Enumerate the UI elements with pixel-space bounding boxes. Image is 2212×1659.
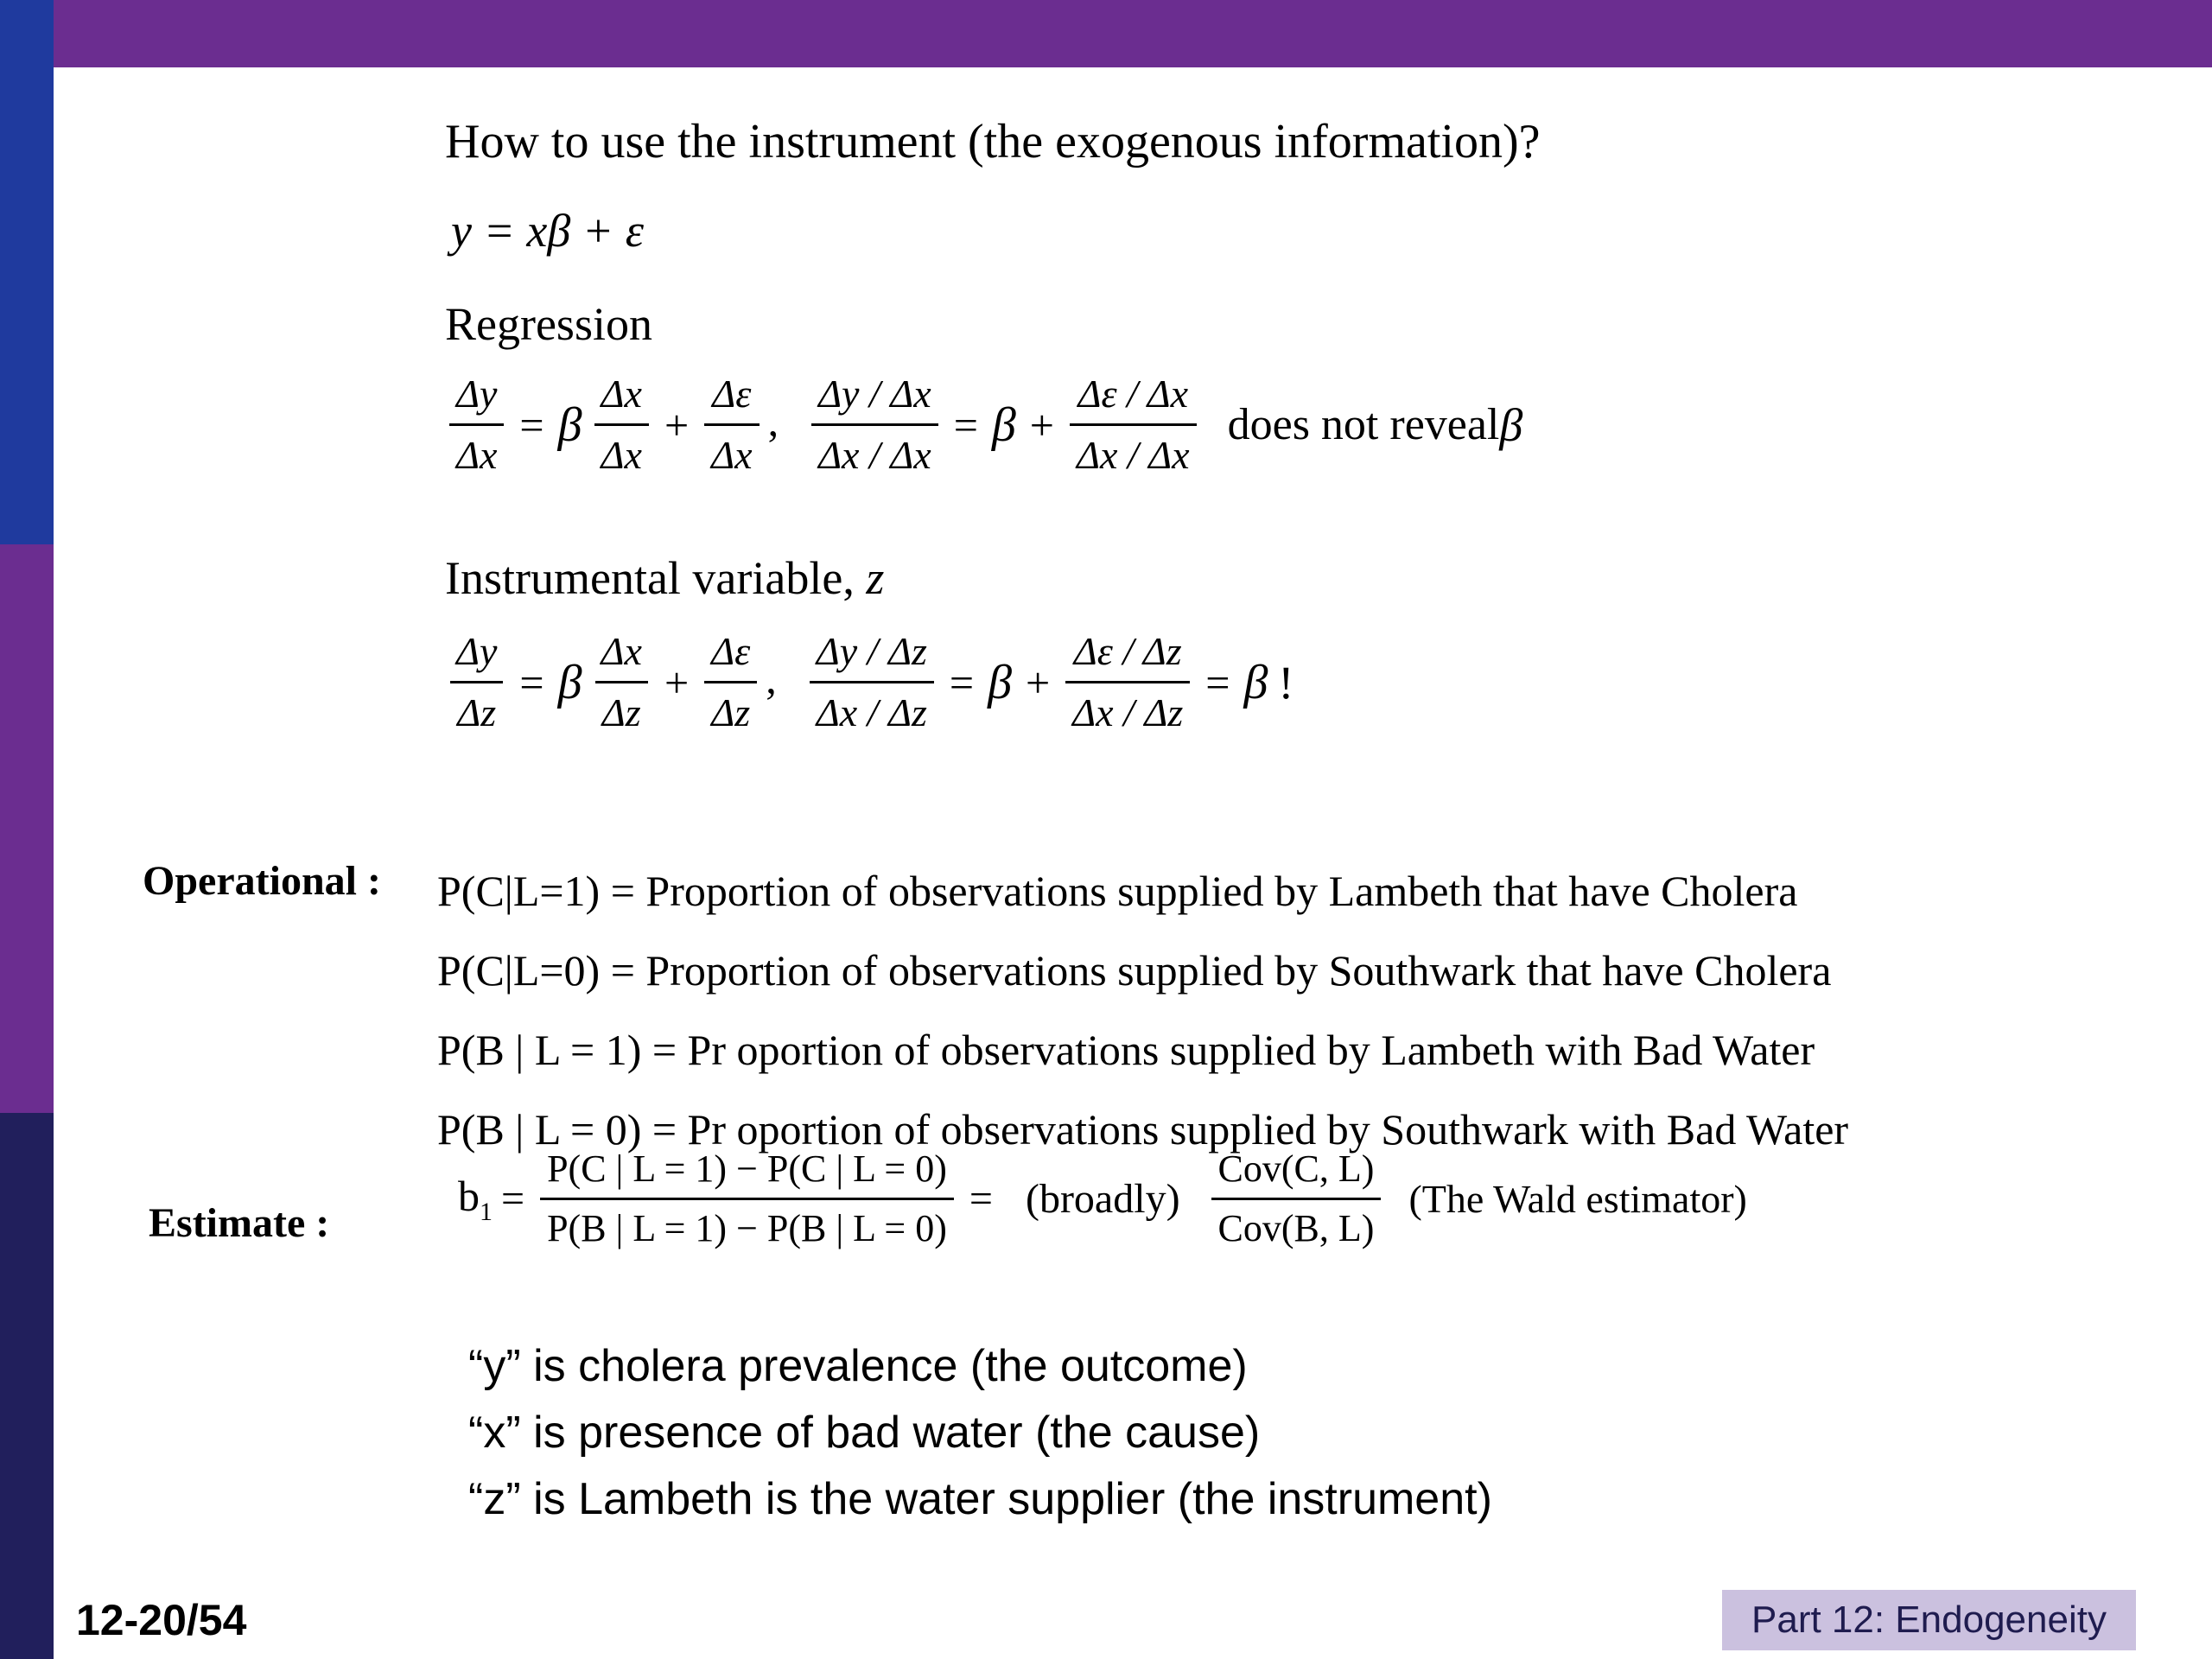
beta-symbol: β [557, 397, 582, 452]
operational-line: P(C|L=0) = Proportion of observations supplied by Southwark that have Cholera [437, 946, 1832, 995]
operational-label: Operational : [143, 858, 381, 904]
fraction-numerator: Δy [456, 372, 498, 416]
note-line: “y” is cholera prevalence (the outcome) [468, 1341, 1248, 1391]
iv-equation [442, 631, 1294, 734]
fraction-denominator: Cov(B, L) [1211, 1198, 1382, 1249]
regression-label: Regression [445, 298, 652, 350]
fraction-denominator: Δz [704, 681, 757, 734]
b-coefficient [458, 1171, 493, 1227]
plus-sign: + [1025, 658, 1051, 707]
fraction-denominator: Δx [449, 423, 504, 476]
equals-sign: = [519, 658, 544, 707]
equals-sign: = [519, 400, 544, 449]
operational-line: P(B | L = 1) = Pr oportion of observations supplied by Lambeth with Bad Water [437, 1026, 1815, 1074]
fraction-denominator: P(B | L = 1) − P(B | L = 0) [540, 1198, 954, 1249]
fraction [1070, 373, 1197, 477]
iv-label-text: Instrumental variable, [445, 552, 867, 604]
plus-sign: + [1029, 400, 1054, 449]
left-bar-blue-segment [0, 0, 54, 544]
beta-symbol: β [1243, 655, 1268, 709]
exclamation-mark: ! [1278, 656, 1294, 709]
operational-lines [437, 851, 1848, 1169]
beta-symbol: β [988, 655, 1012, 709]
fraction-numerator: Δy / Δx [818, 372, 931, 416]
fraction-denominator: Δz [450, 681, 503, 734]
beta-symbol: β [557, 655, 582, 709]
fraction-numerator: Δx [601, 372, 642, 416]
model-equation: y = xβ + ε [451, 205, 644, 257]
beta-symbol: β [1499, 398, 1523, 451]
instrumental-variable-label [445, 551, 884, 605]
fraction-denominator: Δx / Δz [810, 681, 934, 734]
fraction-numerator: Δε [711, 629, 751, 673]
b-subscript: 1 [480, 1198, 493, 1227]
left-bar-navy-segment [0, 1113, 54, 1659]
cov-fraction [1211, 1149, 1382, 1249]
equals-sign: = [949, 658, 975, 707]
estimate-label: Estimate : [149, 1200, 330, 1246]
fraction-numerator: Cov(C, L) [1217, 1147, 1375, 1190]
fraction-numerator: Δε / Δz [1073, 629, 1182, 673]
fraction [810, 631, 934, 734]
note-line: “z” is Lambeth is the water supplier (the instrument) [468, 1474, 1492, 1524]
page-number: 12-20/54 [76, 1596, 247, 1644]
fraction-denominator: Δx / Δx [811, 423, 938, 476]
plus-sign: + [664, 658, 690, 707]
left-bar-purple-segment [0, 544, 54, 1113]
wald-estimator-text: (The Wald estimator) [1408, 1177, 1747, 1222]
equals-sign: = [1205, 658, 1230, 707]
fraction-numerator: Δx [601, 629, 642, 673]
note-line: “x” is presence of bad water (the cause) [468, 1408, 1261, 1458]
part-badge: Part 12: Endogeneity [1722, 1590, 2136, 1650]
fraction [1065, 631, 1190, 734]
wald-fraction [540, 1149, 954, 1249]
beta-symbol: β [991, 397, 1016, 452]
fraction-numerator: Δε [712, 372, 752, 416]
equals-sign: = [501, 1176, 525, 1223]
operational-line: P(B | L = 0) = Pr oportion of observations supplied by Southwark with Bad Water [437, 1105, 1849, 1154]
b-symbol: b [458, 1172, 480, 1221]
fraction-denominator: Δx [704, 423, 759, 476]
iv-variable-z: z [866, 552, 885, 604]
fraction-numerator: P(C | L = 1) − P(C | L = 0) [547, 1147, 947, 1190]
comma: , [767, 396, 779, 445]
fraction-denominator: Δx [594, 423, 649, 476]
slide-title: How to use the instrument (the exogenous information)? [445, 115, 1541, 168]
left-accent-column [0, 0, 54, 1659]
variable-notes [468, 1333, 1492, 1533]
fraction [594, 631, 649, 734]
fraction [594, 373, 649, 477]
operational-line: P(C|L=1) = Proportion of observations supplied by Lambeth that have Cholera [437, 867, 1798, 915]
fraction [704, 631, 757, 734]
fraction [449, 373, 504, 477]
fraction [449, 631, 504, 734]
fraction [811, 373, 938, 477]
top-accent-bar [0, 0, 2212, 67]
broadly-text: (broadly) [1025, 1176, 1180, 1223]
fraction-denominator: Δx / Δz [1065, 681, 1190, 734]
fraction-numerator: Δy [456, 629, 498, 673]
does-not-reveal-text: does not reveal [1227, 400, 1500, 450]
comma: , [766, 653, 777, 702]
estimate-equation [458, 1149, 1747, 1249]
equals-sign: = [953, 400, 978, 449]
regression-equation [442, 373, 1522, 477]
fraction-numerator: Δy / Δz [816, 629, 927, 673]
fraction [704, 373, 759, 477]
fraction-denominator: Δz [595, 681, 648, 734]
fraction-denominator: Δx / Δx [1070, 423, 1197, 476]
plus-sign: + [664, 400, 690, 449]
equals-sign: = [969, 1176, 993, 1223]
fraction-numerator: Δε / Δx [1077, 372, 1189, 416]
